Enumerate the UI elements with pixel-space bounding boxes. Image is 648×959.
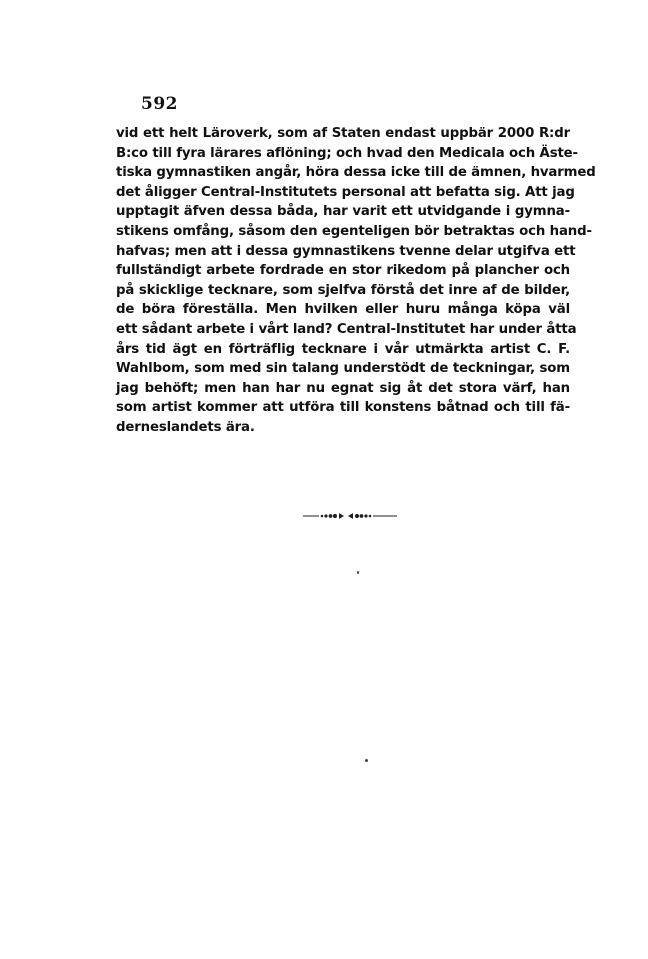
body-text <box>116 124 596 438</box>
paper-speck <box>365 759 368 762</box>
text-line: B:co till fyra lärares aflöning; och hvad den Medicala och Äste- <box>116 145 578 161</box>
text-line: års tid ägt en förträflig tecknare i vår utmärkta artist C. F. <box>116 341 570 357</box>
text-line: stikens omfång, såsom den egenteligen bör betraktas och hand- <box>116 223 592 239</box>
text-line: de böra föreställa. Men hvilken eller huru många köpa väl <box>116 302 570 318</box>
text-line: fullständigt arbete fordrade en stor rikedom på plancher och <box>116 263 570 279</box>
page-number: 592 <box>141 94 178 114</box>
text-line: Wahlbom, som med sin talang understödt de teckningar, som <box>116 361 570 377</box>
text-line: jag behöft; men han har nu egnat sig åt det stora värf, han <box>116 380 570 396</box>
text-line: hafvas; men att i dessa gymnastikens tvenne delar utgifva ett <box>116 243 576 259</box>
text-line: vid ett helt Läroverk, som af Staten endast uppbär 2000 R:dr <box>116 126 570 141</box>
text-line: på skicklige tecknare, som sjelfva förstå det inre af de bilder, <box>116 282 570 298</box>
paper-speck <box>357 571 359 574</box>
text-line: tiska gymnastiken angår, höra dessa icke till de ämnen, hvarmed <box>116 165 596 181</box>
text-line: som artist kommer att utföra till konstens båtnad och till fä- <box>116 400 570 416</box>
text-line: det åligger Central-Institutets personal att befatta sig. Att jag <box>116 184 575 200</box>
section-end-ornament <box>303 511 397 521</box>
text-line: ett sådant arbete i vårt land? Central-Institutet har under åtta <box>116 321 577 337</box>
text-line: upptagit äfven dessa båda, har varit ett utvidgande i gymna- <box>116 204 570 220</box>
text-line: derneslandets ära. <box>116 419 255 435</box>
